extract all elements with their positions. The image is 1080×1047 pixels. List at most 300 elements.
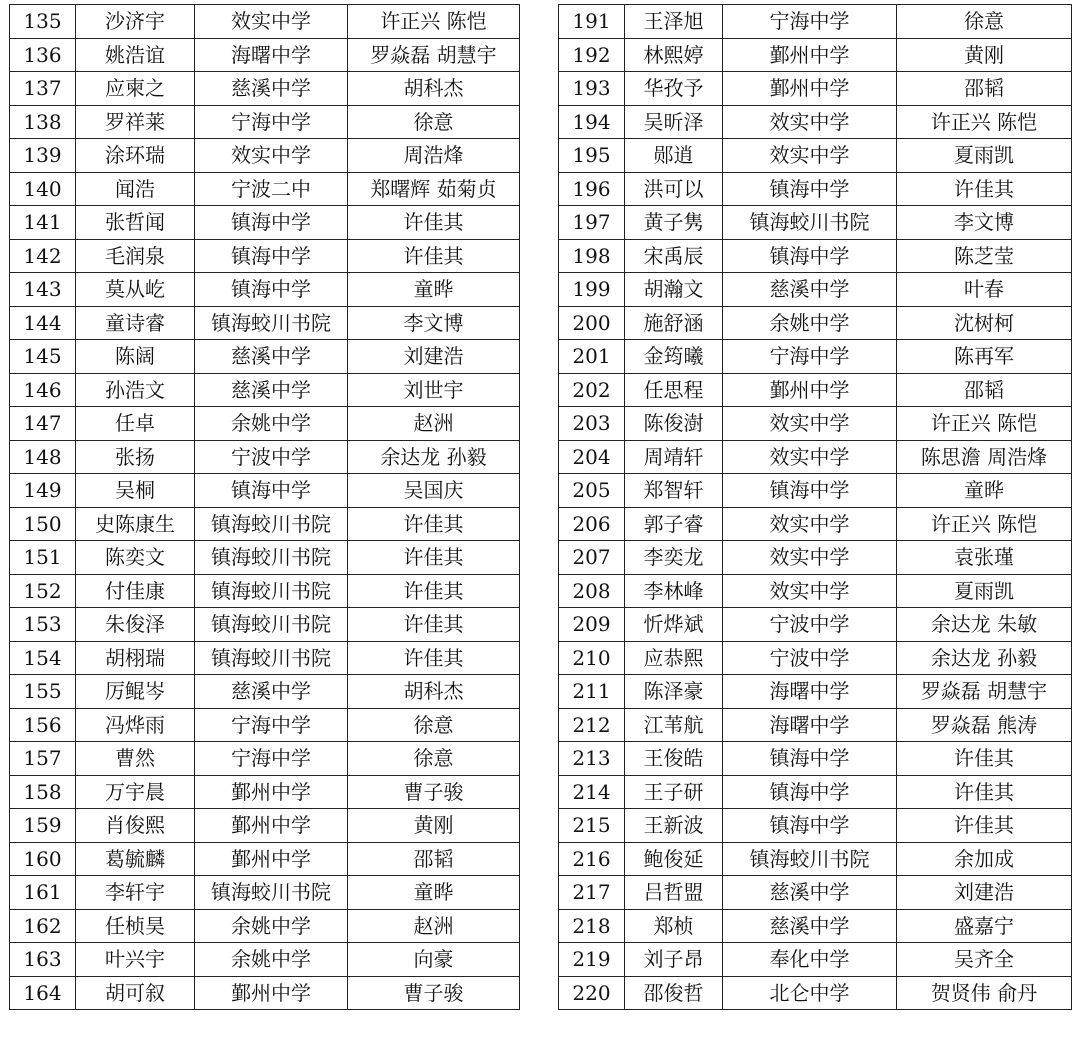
table-row <box>10 172 520 206</box>
coach-name: 余加成 <box>897 842 1072 876</box>
school-name: 镇海中学 <box>723 474 897 508</box>
student-name: 张扬 <box>76 440 195 474</box>
school-name: 效实中学 <box>723 407 897 441</box>
row-number: 191 <box>559 5 625 39</box>
row-number: 147 <box>10 407 76 441</box>
student-name: 姚浩谊 <box>76 38 195 72</box>
row-number: 144 <box>10 306 76 340</box>
school-name: 宁海中学 <box>723 5 897 39</box>
coach-name: 徐意 <box>348 742 520 776</box>
school-name: 宁波中学 <box>723 608 897 642</box>
table-row <box>559 641 1072 675</box>
student-name: 陈泽豪 <box>625 675 723 709</box>
row-number: 219 <box>559 943 625 977</box>
table-row <box>559 38 1072 72</box>
row-number: 149 <box>10 474 76 508</box>
school-name: 鄞州中学 <box>195 775 348 809</box>
row-number: 142 <box>10 239 76 273</box>
school-name: 鄞州中学 <box>195 976 348 1010</box>
school-name: 慈溪中学 <box>195 340 348 374</box>
school-name: 鄞州中学 <box>723 72 897 106</box>
table-row <box>10 641 520 675</box>
left-table <box>9 4 520 1010</box>
row-number: 137 <box>10 72 76 106</box>
student-name: 华孜予 <box>625 72 723 106</box>
row-number: 136 <box>10 38 76 72</box>
row-number: 161 <box>10 876 76 910</box>
table-row <box>10 105 520 139</box>
row-number: 155 <box>10 675 76 709</box>
coach-name: 许正兴 陈恺 <box>897 407 1072 441</box>
row-number: 215 <box>559 809 625 843</box>
coach-name: 郑曙辉 茹菊贞 <box>348 172 520 206</box>
table-row <box>10 909 520 943</box>
row-number: 200 <box>559 306 625 340</box>
row-number: 195 <box>559 139 625 173</box>
school-name: 镇海蛟川书院 <box>723 842 897 876</box>
row-number: 203 <box>559 407 625 441</box>
school-name: 镇海蛟川书院 <box>195 574 348 608</box>
student-name: 任思程 <box>625 373 723 407</box>
coach-name: 许佳其 <box>348 239 520 273</box>
coach-name: 陈再军 <box>897 340 1072 374</box>
row-number: 210 <box>559 641 625 675</box>
coach-name: 许佳其 <box>348 574 520 608</box>
student-name: 郧逍 <box>625 139 723 173</box>
coach-name: 邵韬 <box>897 373 1072 407</box>
student-name: 应恭熙 <box>625 641 723 675</box>
student-name: 郭子睿 <box>625 507 723 541</box>
row-number: 216 <box>559 842 625 876</box>
row-number: 157 <box>10 742 76 776</box>
coach-name: 夏雨凯 <box>897 139 1072 173</box>
table-row <box>10 675 520 709</box>
table-row <box>559 440 1072 474</box>
coach-name: 陈芝莹 <box>897 239 1072 273</box>
school-name: 宁波二中 <box>195 172 348 206</box>
student-name: 忻烨斌 <box>625 608 723 642</box>
student-name: 李轩宇 <box>76 876 195 910</box>
row-number: 204 <box>559 440 625 474</box>
table-row <box>10 809 520 843</box>
row-number: 198 <box>559 239 625 273</box>
school-name: 慈溪中学 <box>723 876 897 910</box>
student-name: 陈奕文 <box>76 541 195 575</box>
student-name: 应柬之 <box>76 72 195 106</box>
school-name: 余姚中学 <box>195 943 348 977</box>
row-number: 211 <box>559 675 625 709</box>
school-name: 效实中学 <box>723 507 897 541</box>
school-name: 镇海蛟川书院 <box>195 608 348 642</box>
school-name: 效实中学 <box>195 139 348 173</box>
row-number: 151 <box>10 541 76 575</box>
coach-name: 夏雨凯 <box>897 574 1072 608</box>
table-row <box>10 842 520 876</box>
table-row <box>559 239 1072 273</box>
row-number: 141 <box>10 206 76 240</box>
coach-name: 徐意 <box>348 708 520 742</box>
coach-name: 许佳其 <box>348 541 520 575</box>
table-row <box>559 943 1072 977</box>
student-name: 吕哲盟 <box>625 876 723 910</box>
school-name: 慈溪中学 <box>723 273 897 307</box>
coach-name: 吴国庆 <box>348 474 520 508</box>
table-row <box>559 809 1072 843</box>
coach-name: 曹子骏 <box>348 775 520 809</box>
school-name: 镇海中学 <box>195 239 348 273</box>
coach-name: 黄刚 <box>897 38 1072 72</box>
table-row <box>559 541 1072 575</box>
table-row <box>559 842 1072 876</box>
table-row <box>559 373 1072 407</box>
coach-name: 罗焱磊 熊涛 <box>897 708 1072 742</box>
table-row <box>559 574 1072 608</box>
row-number: 152 <box>10 574 76 608</box>
school-name: 余姚中学 <box>195 909 348 943</box>
school-name: 宁海中学 <box>723 340 897 374</box>
school-name: 海曙中学 <box>723 708 897 742</box>
left-table-body <box>10 5 520 1010</box>
coach-name: 袁张瑾 <box>897 541 1072 575</box>
coach-name: 李文博 <box>897 206 1072 240</box>
school-name: 效实中学 <box>723 574 897 608</box>
school-name: 余姚中学 <box>195 407 348 441</box>
table-row <box>10 273 520 307</box>
student-name: 胡瀚文 <box>625 273 723 307</box>
student-name: 毛润泉 <box>76 239 195 273</box>
student-name: 郑桢 <box>625 909 723 943</box>
coach-name: 吴齐全 <box>897 943 1072 977</box>
row-number: 163 <box>10 943 76 977</box>
row-number: 148 <box>10 440 76 474</box>
student-name: 刘子昂 <box>625 943 723 977</box>
coach-name: 刘世宇 <box>348 373 520 407</box>
row-number: 139 <box>10 139 76 173</box>
row-number: 199 <box>559 273 625 307</box>
coach-name: 许佳其 <box>348 206 520 240</box>
student-name: 施舒涵 <box>625 306 723 340</box>
school-name: 镇海蛟川书院 <box>723 206 897 240</box>
student-name: 王泽旭 <box>625 5 723 39</box>
table-row <box>10 775 520 809</box>
school-name: 镇海中学 <box>723 742 897 776</box>
row-number: 193 <box>559 72 625 106</box>
row-number: 218 <box>559 909 625 943</box>
coach-name: 许佳其 <box>348 608 520 642</box>
row-number: 213 <box>559 742 625 776</box>
school-name: 镇海蛟川书院 <box>195 541 348 575</box>
school-name: 镇海中学 <box>723 239 897 273</box>
table-row <box>10 440 520 474</box>
coach-name: 童晔 <box>897 474 1072 508</box>
school-name: 宁海中学 <box>195 742 348 776</box>
table-row <box>10 876 520 910</box>
student-name: 林熙婷 <box>625 38 723 72</box>
table-row <box>559 105 1072 139</box>
school-name: 海曙中学 <box>195 38 348 72</box>
coach-name: 许佳其 <box>348 507 520 541</box>
student-name: 李林峰 <box>625 574 723 608</box>
student-name: 万宇晨 <box>76 775 195 809</box>
school-name: 镇海蛟川书院 <box>195 306 348 340</box>
school-name: 镇海中学 <box>195 206 348 240</box>
student-name: 黄子隽 <box>625 206 723 240</box>
school-name: 效实中学 <box>723 139 897 173</box>
coach-name: 刘建浩 <box>897 876 1072 910</box>
student-name: 涂环瑞 <box>76 139 195 173</box>
table-row <box>10 139 520 173</box>
table-row <box>10 239 520 273</box>
table-row <box>10 574 520 608</box>
school-name: 鄞州中学 <box>723 373 897 407</box>
school-name: 慈溪中学 <box>195 72 348 106</box>
table-row <box>559 139 1072 173</box>
student-name: 江苇航 <box>625 708 723 742</box>
table-row <box>10 5 520 39</box>
school-name: 镇海中学 <box>195 273 348 307</box>
student-name: 肖俊熙 <box>76 809 195 843</box>
coach-name: 徐意 <box>348 105 520 139</box>
student-name: 付佳康 <box>76 574 195 608</box>
student-name: 洪可以 <box>625 172 723 206</box>
row-number: 159 <box>10 809 76 843</box>
student-name: 孙浩文 <box>76 373 195 407</box>
student-name: 朱俊泽 <box>76 608 195 642</box>
row-number: 140 <box>10 172 76 206</box>
table-row <box>10 340 520 374</box>
coach-name: 徐意 <box>897 5 1072 39</box>
table-row <box>10 407 520 441</box>
school-name: 镇海中学 <box>195 474 348 508</box>
row-number: 194 <box>559 105 625 139</box>
student-name: 沙济宇 <box>76 5 195 39</box>
school-name: 镇海蛟川书院 <box>195 507 348 541</box>
student-name: 鲍俊延 <box>625 842 723 876</box>
table-row <box>10 943 520 977</box>
student-name: 郑智轩 <box>625 474 723 508</box>
student-name: 王俊皓 <box>625 742 723 776</box>
coach-name: 向豪 <box>348 943 520 977</box>
student-name: 曹然 <box>76 742 195 776</box>
coach-name: 邵韬 <box>348 842 520 876</box>
student-name: 胡可叙 <box>76 976 195 1010</box>
student-name: 吴桐 <box>76 474 195 508</box>
row-number: 206 <box>559 507 625 541</box>
table-row <box>10 373 520 407</box>
student-name: 邵俊哲 <box>625 976 723 1010</box>
coach-name: 罗焱磊 胡慧宇 <box>348 38 520 72</box>
student-name: 冯烨雨 <box>76 708 195 742</box>
coach-name: 曹子骏 <box>348 976 520 1010</box>
row-number: 138 <box>10 105 76 139</box>
table-row <box>10 474 520 508</box>
student-name: 金筠曦 <box>625 340 723 374</box>
coach-name: 沈树柯 <box>897 306 1072 340</box>
row-number: 207 <box>559 541 625 575</box>
coach-name: 陈思澹 周浩烽 <box>897 440 1072 474</box>
school-name: 慈溪中学 <box>195 373 348 407</box>
table-row <box>10 541 520 575</box>
table-row <box>10 608 520 642</box>
student-name: 吴昕泽 <box>625 105 723 139</box>
table-row <box>559 206 1072 240</box>
coach-name: 许正兴 陈恺 <box>348 5 520 39</box>
row-number: 162 <box>10 909 76 943</box>
table-row <box>559 909 1072 943</box>
school-name: 慈溪中学 <box>723 909 897 943</box>
coach-name: 余达龙 朱敏 <box>897 608 1072 642</box>
row-number: 192 <box>559 38 625 72</box>
school-name: 鄞州中学 <box>195 809 348 843</box>
coach-name: 叶春 <box>897 273 1072 307</box>
student-name: 陈俊澍 <box>625 407 723 441</box>
school-name: 镇海蛟川书院 <box>195 876 348 910</box>
row-number: 164 <box>10 976 76 1010</box>
coach-name: 童晔 <box>348 876 520 910</box>
table-row <box>559 407 1072 441</box>
table-row <box>559 474 1072 508</box>
row-number: 146 <box>10 373 76 407</box>
school-name: 鄞州中学 <box>723 38 897 72</box>
coach-name: 许正兴 陈恺 <box>897 507 1072 541</box>
row-number: 217 <box>559 876 625 910</box>
table-row <box>559 742 1072 776</box>
row-number: 153 <box>10 608 76 642</box>
school-name: 鄞州中学 <box>195 842 348 876</box>
table-row <box>10 206 520 240</box>
school-name: 镇海蛟川书院 <box>195 641 348 675</box>
coach-name: 许佳其 <box>897 775 1072 809</box>
student-name: 张哲闻 <box>76 206 195 240</box>
school-name: 镇海中学 <box>723 809 897 843</box>
coach-name: 刘建浩 <box>348 340 520 374</box>
coach-name: 许正兴 陈恺 <box>897 105 1072 139</box>
table-row <box>10 72 520 106</box>
row-number: 135 <box>10 5 76 39</box>
student-name: 史陈康生 <box>76 507 195 541</box>
table-row <box>559 72 1072 106</box>
student-name: 任卓 <box>76 407 195 441</box>
table-row <box>10 306 520 340</box>
coach-name: 黄刚 <box>348 809 520 843</box>
row-number: 156 <box>10 708 76 742</box>
coach-name: 盛嘉宁 <box>897 909 1072 943</box>
row-number: 201 <box>559 340 625 374</box>
table-row <box>559 976 1072 1010</box>
coach-name: 许佳其 <box>897 172 1072 206</box>
school-name: 宁海中学 <box>195 708 348 742</box>
row-number: 209 <box>559 608 625 642</box>
coach-name: 邵韬 <box>897 72 1072 106</box>
table-row <box>10 708 520 742</box>
school-name: 宁波中学 <box>195 440 348 474</box>
table-row <box>559 675 1072 709</box>
school-name: 慈溪中学 <box>195 675 348 709</box>
table-row <box>559 340 1072 374</box>
right-table <box>558 4 1072 1010</box>
table-row <box>10 38 520 72</box>
table-row <box>559 876 1072 910</box>
student-name: 叶兴宇 <box>76 943 195 977</box>
row-number: 205 <box>559 474 625 508</box>
coach-name: 李文博 <box>348 306 520 340</box>
row-number: 196 <box>559 172 625 206</box>
table-row <box>10 976 520 1010</box>
row-number: 143 <box>10 273 76 307</box>
school-name: 效实中学 <box>723 541 897 575</box>
student-name: 葛毓麟 <box>76 842 195 876</box>
table-row <box>559 306 1072 340</box>
coach-name: 胡科杰 <box>348 675 520 709</box>
coach-name: 胡科杰 <box>348 72 520 106</box>
table-row <box>559 273 1072 307</box>
coach-name: 周浩烽 <box>348 139 520 173</box>
row-number: 214 <box>559 775 625 809</box>
row-number: 208 <box>559 574 625 608</box>
student-name: 闻浩 <box>76 172 195 206</box>
coach-name: 余达龙 孙毅 <box>348 440 520 474</box>
table-row <box>559 708 1072 742</box>
student-name: 童诗睿 <box>76 306 195 340</box>
coach-name: 贺贤伟 俞丹 <box>897 976 1072 1010</box>
coach-name: 赵洲 <box>348 407 520 441</box>
table-row <box>10 742 520 776</box>
table-row <box>559 775 1072 809</box>
row-number: 212 <box>559 708 625 742</box>
student-name: 陈阔 <box>76 340 195 374</box>
row-number: 202 <box>559 373 625 407</box>
school-name: 北仑中学 <box>723 976 897 1010</box>
school-name: 奉化中学 <box>723 943 897 977</box>
coach-name: 赵洲 <box>348 909 520 943</box>
coach-name: 余达龙 孙毅 <box>897 641 1072 675</box>
coach-name: 许佳其 <box>897 742 1072 776</box>
row-number: 158 <box>10 775 76 809</box>
coach-name: 许佳其 <box>348 641 520 675</box>
coach-name: 罗焱磊 胡慧宇 <box>897 675 1072 709</box>
school-name: 效实中学 <box>723 440 897 474</box>
row-number: 145 <box>10 340 76 374</box>
row-number: 220 <box>559 976 625 1010</box>
coach-name: 许佳其 <box>897 809 1072 843</box>
table-row <box>10 507 520 541</box>
student-name: 任桢昊 <box>76 909 195 943</box>
school-name: 效实中学 <box>195 5 348 39</box>
student-name: 周靖轩 <box>625 440 723 474</box>
row-number: 197 <box>559 206 625 240</box>
school-name: 余姚中学 <box>723 306 897 340</box>
school-name: 海曙中学 <box>723 675 897 709</box>
school-name: 宁波中学 <box>723 641 897 675</box>
student-name: 王子研 <box>625 775 723 809</box>
student-name: 王新波 <box>625 809 723 843</box>
student-name: 宋禹辰 <box>625 239 723 273</box>
student-name: 厉鲲岑 <box>76 675 195 709</box>
row-number: 160 <box>10 842 76 876</box>
right-table-body <box>559 5 1072 1010</box>
coach-name: 童晔 <box>348 273 520 307</box>
student-name: 罗祥莱 <box>76 105 195 139</box>
table-row <box>559 172 1072 206</box>
row-number: 150 <box>10 507 76 541</box>
school-name: 效实中学 <box>723 105 897 139</box>
student-name: 胡栩瑞 <box>76 641 195 675</box>
student-name: 李奕龙 <box>625 541 723 575</box>
school-name: 镇海中学 <box>723 172 897 206</box>
school-name: 宁海中学 <box>195 105 348 139</box>
table-row <box>559 5 1072 39</box>
row-number: 154 <box>10 641 76 675</box>
